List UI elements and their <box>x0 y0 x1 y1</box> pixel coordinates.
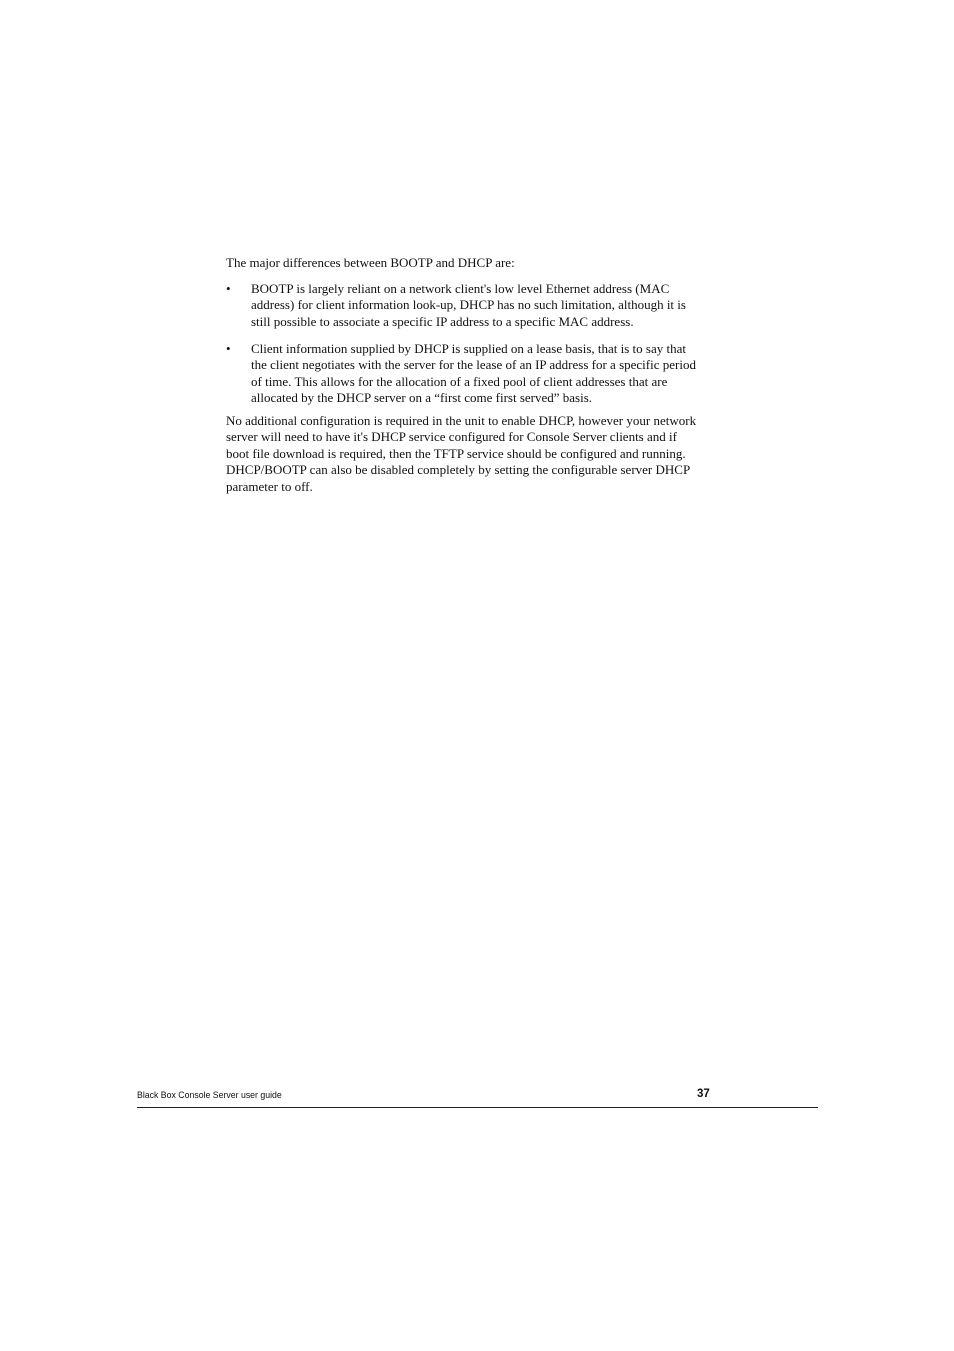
footer-divider <box>137 1107 818 1108</box>
bullet-text: Client information supplied by DHCP is supplied on a lease basis, that is to say that the client negotiates with the server for the lease of an IP address for a specific period of time. This allows for the allocation of a fixed pool of client addresses that are allocated by the DHCP server on a “first come first served” basis. <box>251 341 696 406</box>
body-paragraph: No additional configuration is required in the unit to enable DHCP, however your network server will need to have it's DHCP service configured for Console Server clients and if boot file download is required, then the TFTP service should be configured and running. DHCP/BOOTP can also be disabled completely by setting the configurable server DHCP parameter to off. <box>226 413 697 494</box>
page-number: 37 <box>697 1088 710 1100</box>
list-item <box>226 341 702 407</box>
list-item <box>226 281 702 330</box>
bullet-marker: • <box>226 341 231 356</box>
bullet-text: BOOTP is largely reliant on a network client's low level Ethernet address (MAC address) for client information look-up, DHCP has no such limitation, although it is still possible to associate a specific IP address to a specific MAC address. <box>251 281 686 329</box>
intro-text: The major differences between BOOTP and DHCP are: <box>226 255 515 270</box>
bullet-marker: • <box>226 281 231 296</box>
footer-title: Black Box Console Server user guide <box>137 1090 282 1101</box>
